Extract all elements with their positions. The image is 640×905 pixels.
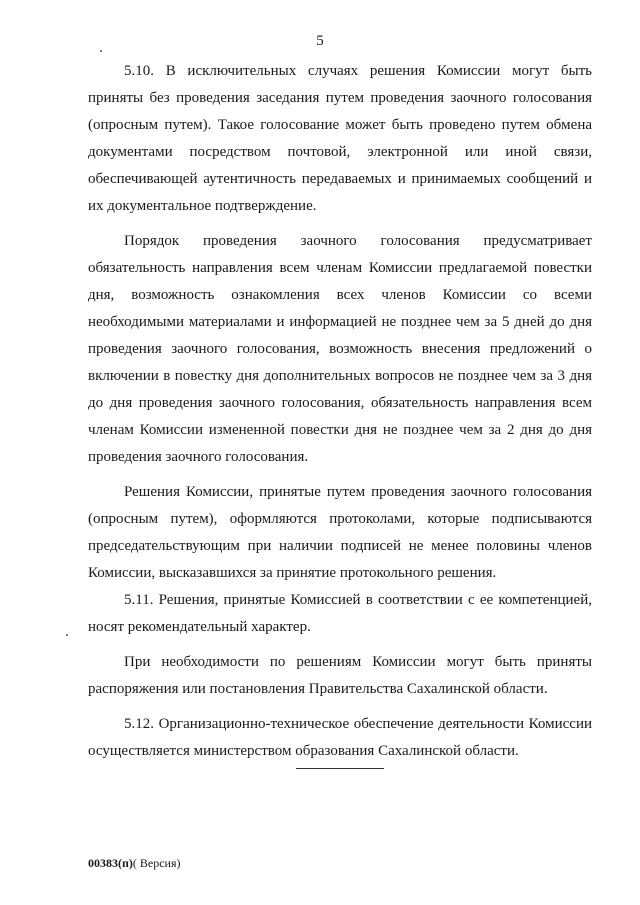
page-number: 5 xyxy=(316,33,324,49)
footer-document-code xyxy=(88,856,181,871)
footer-code: 00383(п) xyxy=(88,856,133,870)
scan-speck xyxy=(100,50,102,52)
paragraph-voting-procedure: Порядок проведения заочного голосования предусматривает обязательность направления всем членам Комиссии предлагаемой повестки дня, возможность ознакомления всех членов Комиссии со всеми необходимыми материалами и информацией не позднее чем за 5 дней до дня проведения заочного голосования, возможность внесения предложений о включении в повестку дня дополнительных вопросов не позднее чем за 3 дня до дня проведения заочного голосования, обязательность направления всем членам Комиссии измененной повестки дня не позднее чем за 2 дня до дня проведения заочного голосования. xyxy=(88,233,592,465)
paragraph-5-10: 5.10. В исключительных случаях решения Комиссии могут быть приняты без проведения заседания путем проведения заочного голосования (опросным путем). Такое голосование может быть проведено путем обмена документами посредством почтовой, электронной или иной связи, обеспечивающей аутентичность передаваемых и принимаемых сообщений и их документальное подтверждение. xyxy=(88,63,592,214)
paragraph-5-12: 5.12. Организационно-техническое обеспечение деятельности Комиссии осуществляется министерством образования Сахалинской области. xyxy=(88,716,592,759)
scan-speck xyxy=(66,634,68,636)
paragraph-voting-decisions: Решения Комиссии, принятые путем проведения заочного голосования (опросным путем), оформляются протоколами, которые подписываются председательствующим при наличии подписей не менее половины членов Комиссии, высказавшихся за принятие протокольного решения. xyxy=(88,484,592,581)
end-separator-line xyxy=(296,768,384,769)
paragraph-5-11: 5.11. Решения, принятые Комиссией в соответствии с ее компетенцией, носят рекомендательный характер. xyxy=(88,592,592,635)
paragraph-government-orders: При необходимости по решениям Комиссии могут быть приняты распоряжения или постановления Правительства Сахалинской области. xyxy=(88,654,592,697)
document-body xyxy=(88,58,592,765)
footer-version: ( Версия) xyxy=(132,856,181,870)
